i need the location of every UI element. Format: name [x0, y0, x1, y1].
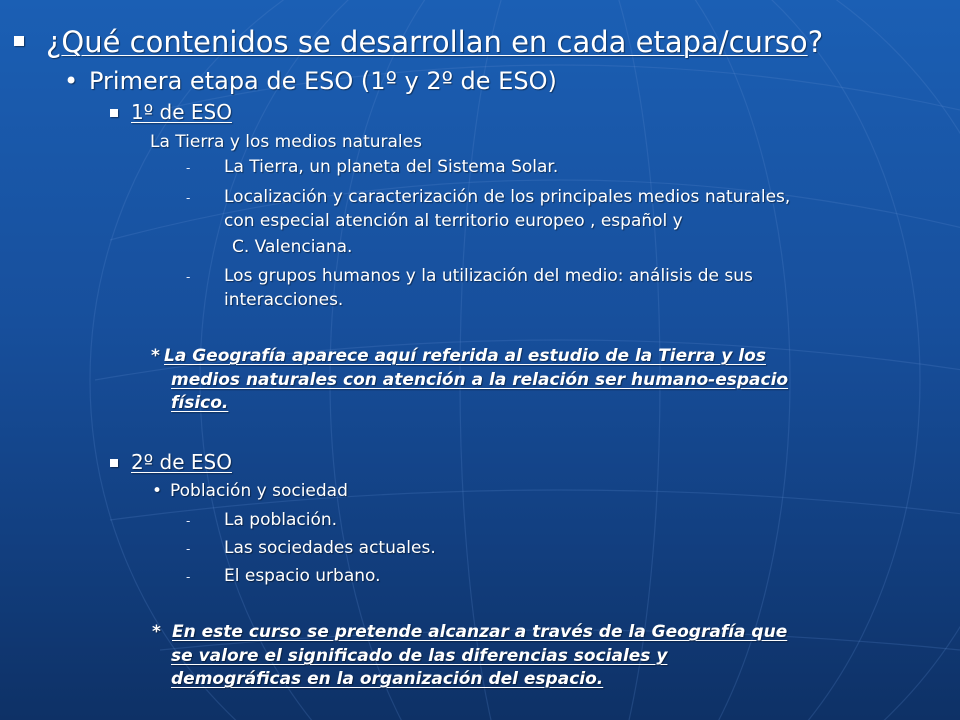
course1-note-line: físico.: [171, 393, 229, 413]
square-bullet-icon: [110, 109, 118, 117]
stage-heading: Primera etapa de ESO (1º y 2º de ESO): [89, 67, 557, 95]
dash-bullet-icon: -: [186, 161, 191, 175]
title-link[interactable]: Qué contenidos se desarrollan en cada etapa/curso: [61, 25, 808, 59]
dash-bullet-icon: -: [186, 191, 191, 205]
course1-note-line: medios naturales con atención a la relación ser humano-espacio: [171, 370, 789, 390]
square-bullet-icon: [14, 36, 24, 46]
course2-item: El espacio urbano.: [224, 566, 381, 586]
course1-item: La Tierra, un planeta del Sistema Solar.: [224, 157, 559, 177]
course2-note-star: *: [152, 622, 161, 642]
round-bullet-icon: •: [64, 67, 79, 95]
course1-note-line: La Geografía aparece aquí referida al estudio de la Tierra y los: [164, 346, 766, 366]
course1-item-continuation: con especial atención al territorio europeo , español y: [224, 211, 683, 231]
course2-item: Las sociedades actuales.: [224, 538, 436, 558]
course1-item: Los grupos humanos y la utilización del medio: análisis de sus: [224, 266, 753, 286]
course2-note-line: demográficas en la organización del espacio.: [171, 669, 604, 689]
dash-bullet-icon: -: [186, 542, 191, 556]
course2-note-line: se valore el significado de las diferencias sociales y: [171, 646, 668, 666]
square-bullet-icon: [110, 459, 118, 467]
course1-item-continuation: C. Valenciana.: [232, 237, 353, 257]
course2-heading[interactable]: 2º de ESO: [131, 450, 232, 474]
dash-bullet-icon: -: [186, 570, 191, 584]
dash-bullet-icon: -: [186, 514, 191, 528]
course1-unit: La Tierra y los medios naturales: [150, 132, 422, 152]
course2-item: La población.: [224, 510, 338, 530]
slide-title: [46, 25, 823, 59]
course2-unit: Población y sociedad: [170, 481, 348, 501]
dash-bullet-icon: -: [186, 270, 191, 284]
course1-note-star: *: [151, 346, 160, 366]
title-prefix: ¿: [46, 25, 62, 59]
course1-item: Localización y caracterización de los principales medios naturales,: [224, 187, 791, 207]
course1-item-continuation: interacciones.: [224, 290, 344, 310]
title-suffix: ?: [807, 25, 824, 59]
course1-heading[interactable]: 1º de ESO: [131, 100, 232, 124]
course2-note-line: En este curso se pretende alcanzar a través de la Geografía que: [172, 622, 788, 642]
round-bullet-icon: •: [152, 481, 163, 501]
